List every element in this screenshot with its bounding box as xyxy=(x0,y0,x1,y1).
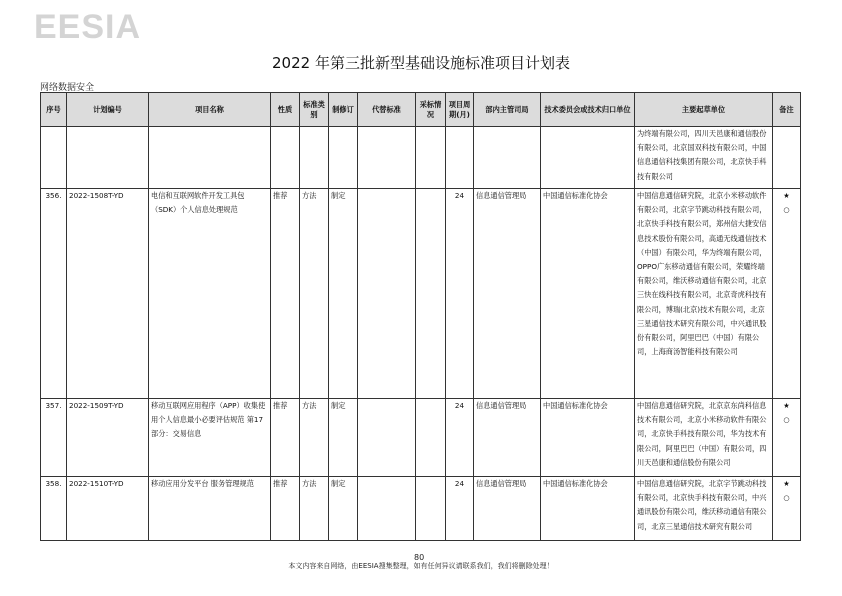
standards-plan-table xyxy=(40,92,801,541)
table-row xyxy=(41,127,801,189)
footer-disclaimer: 本文内容来自网络，由EESIA搜集整理，如有任何异议请联系我们，我们将删除处理！ xyxy=(288,562,554,570)
header-drafter: 主要起草单位 xyxy=(635,93,773,127)
cell-revise xyxy=(329,127,358,189)
table-header-row xyxy=(41,93,801,127)
cell-seq: 357. xyxy=(41,399,67,477)
cell-committee xyxy=(541,127,635,189)
cell-dept: 信息通信管理局 xyxy=(474,477,541,541)
cell-std-type: 方法 xyxy=(300,189,329,399)
cell-std-type: 方法 xyxy=(300,477,329,541)
cell-committee: 中国通信标准化协会 xyxy=(541,189,635,399)
header-remark: 备注 xyxy=(773,93,801,127)
cell-std-type xyxy=(300,127,329,189)
cell-revise: 制定 xyxy=(329,399,358,477)
header-replaced: 代替标准 xyxy=(358,93,416,127)
header-plan-no: 计划编号 xyxy=(67,93,149,127)
table-row xyxy=(41,189,801,399)
section-label: 网络数据安全 xyxy=(40,83,95,93)
eesia-logo: EESIA xyxy=(34,8,142,46)
header-period: 项目周期(月) xyxy=(446,93,474,127)
cell-drafter: 为终端有限公司，四川天邑康和通信股份有限公司，北京国双科技有限公司，中国信息通信科技集团有限公司，北京快手科技有限公司 xyxy=(635,127,773,189)
header-seq: 序号 xyxy=(41,93,67,127)
cell-name: 移动互联网应用程序（APP）收集使用个人信息最小必要评估规范 第17部分：交易信息 xyxy=(149,399,271,477)
cell-dept xyxy=(474,127,541,189)
cell-replaced xyxy=(358,127,416,189)
cell-period: 24 xyxy=(446,399,474,477)
table-row xyxy=(41,399,801,477)
cell-remark: ★ ○ xyxy=(773,399,801,477)
table-row xyxy=(41,477,801,541)
cell-adopt xyxy=(416,127,446,189)
cell-period: 24 xyxy=(446,189,474,399)
cell-revise: 制定 xyxy=(329,477,358,541)
cell-plan-no: 2022-1508T-YD xyxy=(67,189,149,399)
header-committee: 技术委员会或技术归口单位 xyxy=(541,93,635,127)
header-revise: 制修订 xyxy=(329,93,358,127)
cell-replaced xyxy=(358,189,416,399)
cell-dept: 信息通信管理局 xyxy=(474,189,541,399)
cell-std-type: 方法 xyxy=(300,399,329,477)
cell-name: 移动应用分发平台 服务管理规范 xyxy=(149,477,271,541)
cell-replaced xyxy=(358,477,416,541)
cell-period: 24 xyxy=(446,477,474,541)
cell-revise: 制定 xyxy=(329,189,358,399)
page-number: 80 xyxy=(414,553,425,562)
header-dept: 部内主管司局 xyxy=(474,93,541,127)
cell-committee: 中国通信标准化协会 xyxy=(541,399,635,477)
cell-drafter: 中国信息通信研究院，北京字节跳动科技有限公司，北京快手科技有限公司，中兴通讯股份有限公司，维沃移动通信有限公司，北京三星通信技术研究有限公司 xyxy=(635,477,773,541)
cell-adopt xyxy=(416,189,446,399)
cell-plan-no xyxy=(67,127,149,189)
cell-nature: 推荐 xyxy=(271,477,300,541)
cell-replaced xyxy=(358,399,416,477)
cell-seq xyxy=(41,127,67,189)
cell-dept: 信息通信管理局 xyxy=(474,399,541,477)
cell-adopt xyxy=(416,477,446,541)
header-nature: 性质 xyxy=(271,93,300,127)
cell-drafter: 中国信息通信研究院，北京小米移动软件有限公司，北京字节跳动科技有限公司，北京快手科技有限公司，郑州信大捷安信息技术股份有限公司，高通无线通信技术（中国）有限公司，华为终端有限公司，OPPO广东移动通信有限公司，荣耀终端有限公司，维沃移动通信有限公司，北京三快在线科技有限公司，北京奇虎科技有限公司，博瑞(北京)技术有限公司，北京三星通信技术研究有限公司，中兴通讯股份有限公司，阿里巴巴（中国）有限公司，上海商汤智能科技有限公司 xyxy=(635,189,773,399)
cell-drafter: 中国信息通信研究院，北京京东尚科信息技术有限公司，北京小米移动软件有限公司，北京快手科技有限公司，华为技术有限公司，阿里巴巴（中国）有限公司，四川天邑康和通信股份有限公司 xyxy=(635,399,773,477)
cell-plan-no: 2022-1509T-YD xyxy=(67,399,149,477)
cell-remark: ★ ○ xyxy=(773,477,801,541)
cell-nature: 推荐 xyxy=(271,189,300,399)
cell-seq: 356. xyxy=(41,189,67,399)
cell-plan-no: 2022-1510T-YD xyxy=(67,477,149,541)
cell-name xyxy=(149,127,271,189)
cell-name: 电信和互联网软件开发工具包（SDK）个人信息处理规范 xyxy=(149,189,271,399)
header-std-type: 标准类别 xyxy=(300,93,329,127)
cell-nature: 推荐 xyxy=(271,399,300,477)
cell-seq: 358. xyxy=(41,477,67,541)
cell-period xyxy=(446,127,474,189)
cell-remark: ★ ○ xyxy=(773,189,801,399)
header-adopt: 采标情况 xyxy=(416,93,446,127)
cell-remark xyxy=(773,127,801,189)
cell-adopt xyxy=(416,399,446,477)
cell-committee: 中国通信标准化协会 xyxy=(541,477,635,541)
page-title: 2022 年第三批新型基础设施标准项目计划表 xyxy=(272,54,570,72)
cell-nature xyxy=(271,127,300,189)
header-name: 项目名称 xyxy=(149,93,271,127)
